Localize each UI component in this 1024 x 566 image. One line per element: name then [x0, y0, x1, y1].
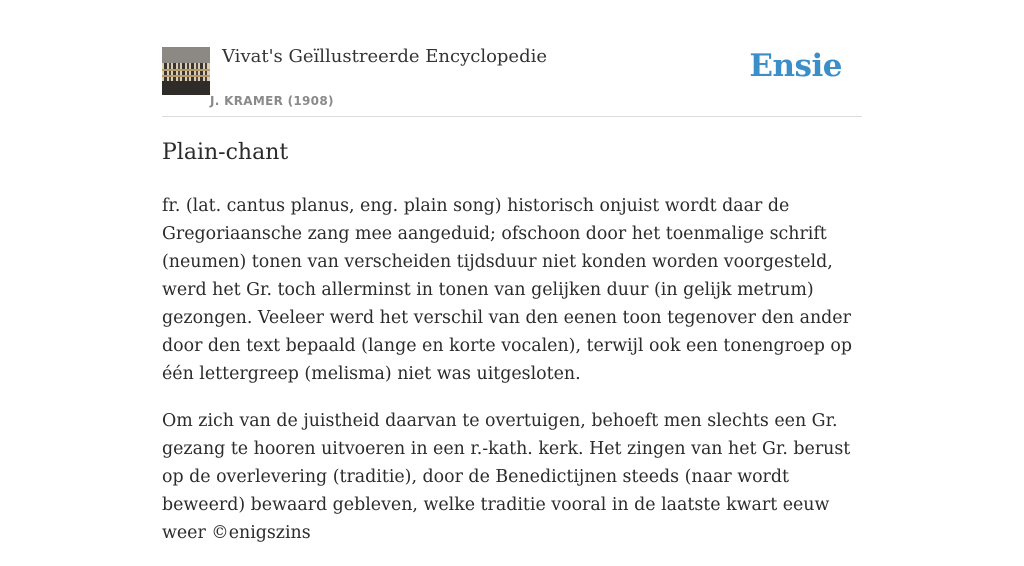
- source-title[interactable]: Vivat's Geïllustreerde Encyclopedie: [222, 46, 548, 67]
- book-spines-icon: [162, 47, 210, 95]
- header: [162, 0, 862, 117]
- source-author: J. KRAMER (1908): [210, 94, 334, 108]
- entry-paragraph: fr. (lat. cantus planus, eng. plain song) historisch onjuist wordt daar de Gregoriaansche zang mee aangeduid; ofschoon door het toenmalige schrift (neumen) tonen van verscheiden tijdsduur niet konden worden voorgesteld, werd het Gr. toch allerminst in tonen van gelijken duur (in gelijk metrum) gezongen. Veeleer werd het verschil van den eenen toon tegenover den ander door den text bepaald (lange en korte vocalen), terwijl ook een tonengroep op één lettergreep (melisma) niet was uitgesloten.: [162, 196, 852, 384]
- brand-logo[interactable]: Ensie: [749, 48, 842, 84]
- entry-title: Plain-chant: [162, 140, 289, 165]
- source-avatar[interactable]: [162, 47, 210, 95]
- page: [162, 0, 862, 543]
- entry-content: [162, 192, 862, 566]
- entry-paragraph: Om zich van de juistheid daarvan te overtuigen, behoeft men slechts een Gr. gezang te hooren uitvoeren in een r.-kath. kerk. Het zingen van het Gr. berust op de overlevering (traditie), door de Benedictijnen steeds (naar wordt beweerd) bewaard gebleven, welke traditie vooral in de laatste kwart eeuw weer ©enigszins: [162, 411, 851, 543]
